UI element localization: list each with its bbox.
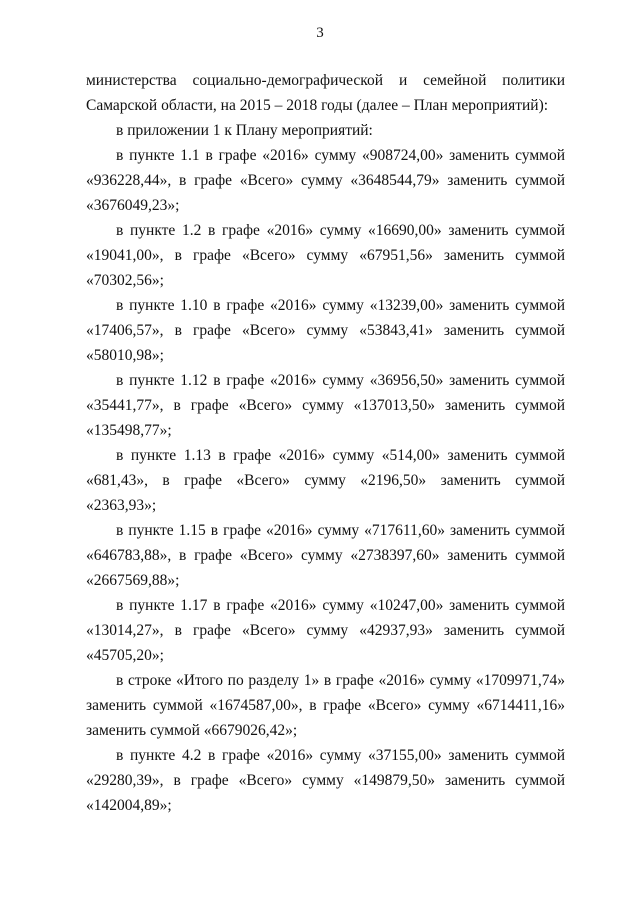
paragraph-appendix: в приложении 1 к Плану мероприятий: [116, 122, 373, 139]
intro-paragraph [86, 68, 565, 118]
paragraph-item-1-13: в пункте 1.13 в графе «2016» сумму «514,00» заменить суммой «681,43», в графе «Всего» сумму «2196,50» заменить суммой «2363,93»; [86, 447, 565, 514]
document-body [86, 68, 565, 818]
paragraph-total-section-1: в строке «Итого по разделу 1» в графе «2016» сумму «1709971,74» заменить суммой «1674587,00», в графе «Всего» сумму «6714411,16» заменить суммой «6679026,42»; [86, 672, 565, 739]
paragraph-item-4-2: в пункте 4.2 в графе «2016» сумму «37155,00» заменить суммой «29280,39», в графе «Всего» сумму «149879,50» заменить суммой «142004,89»; [86, 747, 565, 814]
paragraph-item-1-10: в пункте 1.10 в графе «2016» сумму «13239,00» заменить суммой «17406,57», в графе «Всего» сумму «53843,41» заменить суммой «58010,98»; [86, 297, 565, 364]
page-number: 3 [316, 25, 324, 41]
intro-line-1: министерства социально-демографической и семейной политики [86, 72, 565, 89]
paragraph-item-1-12: в пункте 1.12 в графе «2016» сумму «36956,50» заменить суммой «35441,77», в графе «Всего» сумму «137013,50» заменить суммой «135498,77»; [86, 372, 565, 439]
paragraph-item-1-15: в пункте 1.15 в графе «2016» сумму «717611,60» заменить суммой «646783,88», в графе «Всего» сумму «2738397,60» заменить суммой «2667569,88»; [86, 522, 565, 589]
paragraph-item-1-17: в пункте 1.17 в графе «2016» сумму «10247,00» заменить суммой «13014,27», в графе «Всего» сумму «42937,93» заменить суммой «45705,20»; [86, 597, 565, 664]
paragraph-item-1-2: в пункте 1.2 в графе «2016» сумму «16690,00» заменить суммой «19041,00», в графе «Всего» сумму «67951,56» заменить суммой «70302,56»; [86, 222, 565, 289]
paragraph-item-1-1: в пункте 1.1 в графе «2016» сумму «908724,00» заменить суммой «936228,44», в графе «Всего» сумму «3648544,79» заменить суммой «3676049,23»; [86, 147, 565, 214]
intro-line-2: Самарской области, на 2015 – 2018 годы (далее – План мероприятий): [86, 97, 549, 114]
